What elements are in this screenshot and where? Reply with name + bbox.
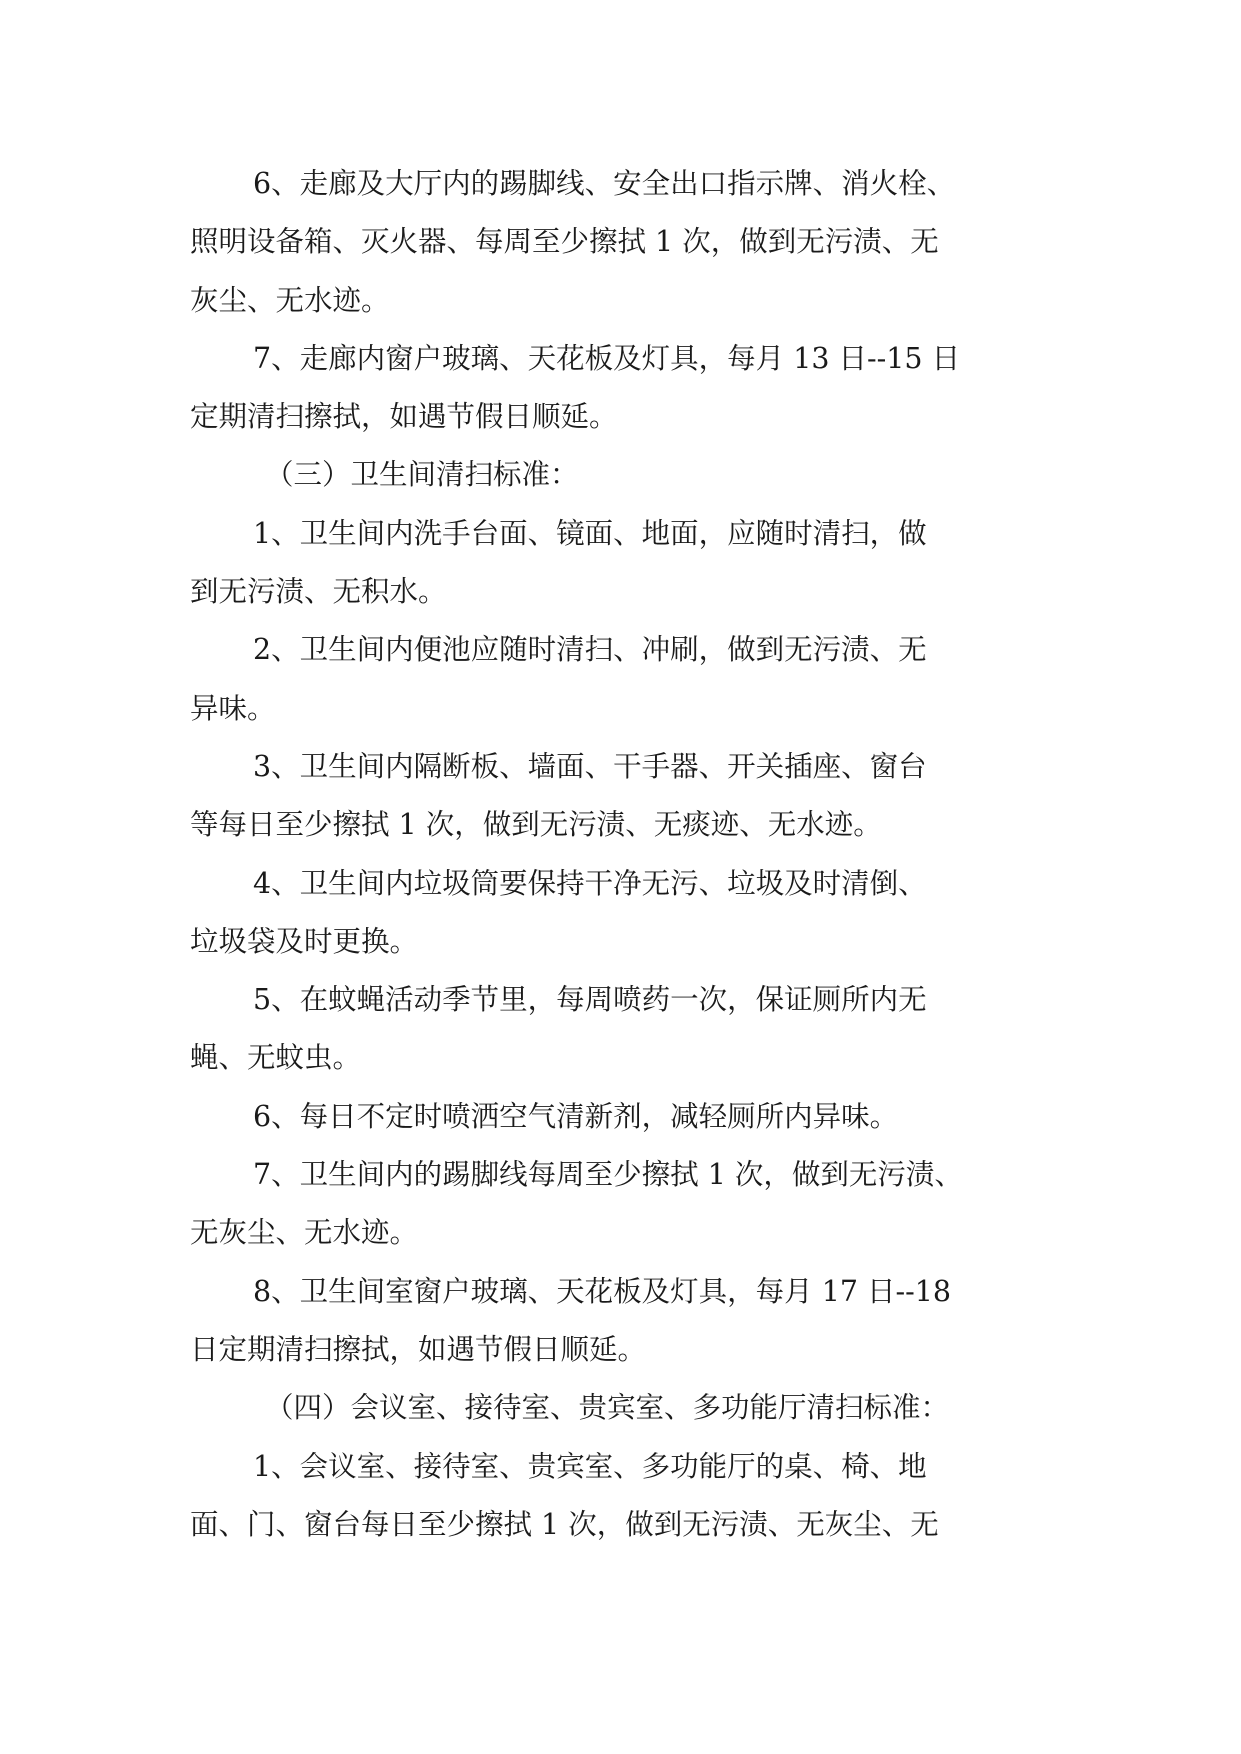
document-body	[190, 155, 1070, 1554]
text-line: 1、卫生间内洗手台面、镜面、地面，应随时清扫，做	[253, 516, 927, 550]
section-heading: （四）会议室、接待室、贵宾室、多功能厅清扫标准：	[265, 1391, 950, 1425]
text-line: 照明设备箱、灭火器、每周至少擦拭 1 次，做到无污渍、无	[190, 225, 939, 259]
text-line: 等每日至少擦拭 1 次，做到无污渍、无痰迹、无水迹。	[190, 808, 882, 842]
text-line: 4、卫生间内垃圾筒要保持干净无污、垃圾及时清倒、	[253, 866, 927, 900]
text-line: 异味。	[190, 691, 276, 725]
text-line: 6、走廊及大厅内的踢脚线、安全出口指示牌、消火栓、	[253, 167, 956, 200]
text-line: 7、走廊内窗户玻璃、天花板及灯具，每月 13 日--15 日	[253, 341, 961, 375]
text-line: 7、卫生间内的踢脚线每周至少擦拭 1 次，做到无污渍、	[253, 1158, 963, 1192]
text-line: 垃圾袋及时更换。	[190, 924, 419, 958]
text-line: 定期清扫擦拭，如遇节假日顺延。	[190, 400, 618, 434]
text-line: 1、会议室、接待室、贵宾室、多功能厅的桌、椅、地	[253, 1449, 927, 1483]
text-line: 面、门、窗台每日至少擦拭 1 次，做到无污渍、无灰尘、无	[190, 1507, 939, 1541]
text-line: 5、在蚊蝇活动季节里，每周喷药一次，保证厕所内无	[253, 983, 927, 1017]
text-line: 灰尘、无水迹。	[190, 283, 390, 317]
section-heading: （三）卫生间清扫标准：	[265, 458, 579, 492]
text-line: 无灰尘、无水迹。	[190, 1216, 419, 1250]
text-line: 3、卫生间内隔断板、墙面、干手器、开关插座、窗台	[253, 749, 927, 783]
text-line: 到无污渍、无积水。	[190, 575, 447, 609]
text-line: 2、卫生间内便池应随时清扫、冲刷，做到无污渍、无	[253, 633, 927, 667]
text-line: 8、卫生间室窗户玻璃、天花板及灯具，每月 17 日--18	[253, 1274, 952, 1308]
text-line: 日定期清扫擦拭，如遇节假日顺延。	[190, 1332, 647, 1366]
text-line: 蝇、无蚊虫。	[190, 1041, 362, 1075]
text-line: 6、每日不定时喷洒空气清新剂，减轻厕所内异味。	[253, 1099, 899, 1133]
